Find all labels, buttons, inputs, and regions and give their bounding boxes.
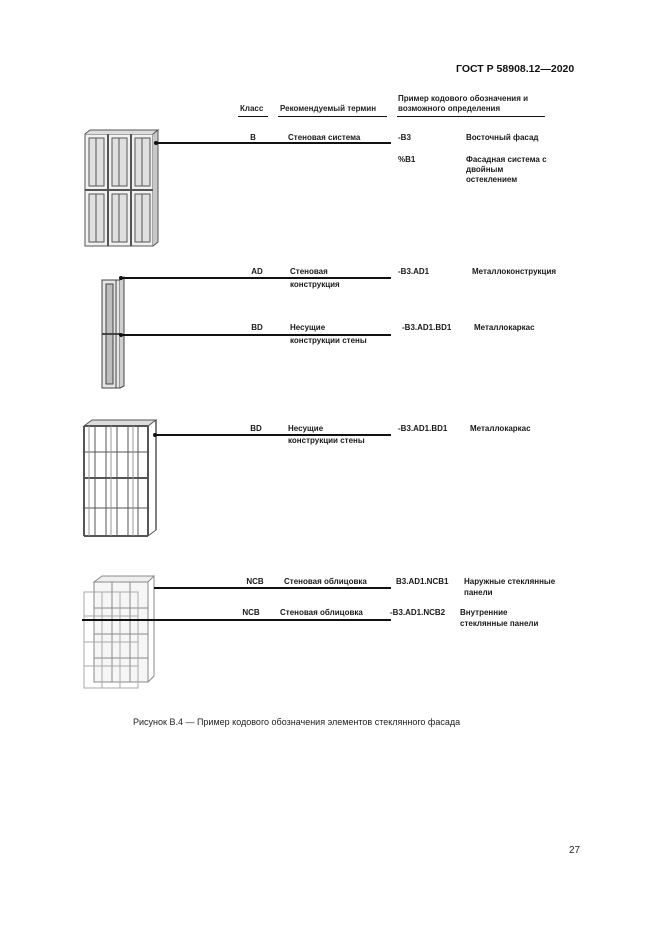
row-definition: Металлокаркас xyxy=(470,424,531,433)
column-head-term: Рекомендуемый термин xyxy=(280,104,377,113)
glass-cladding-illustration xyxy=(78,572,160,692)
page-number: 27 xyxy=(569,845,581,856)
row-definition: Металлокаркас xyxy=(474,323,535,332)
row-definition: Восточный фасад xyxy=(466,133,539,142)
row-code: -B3.AD1.BD1 xyxy=(402,323,452,332)
leader-line-cladding-outer xyxy=(154,587,391,589)
row-definition: Наружные стеклянные xyxy=(464,577,556,586)
row-class: BD xyxy=(250,424,262,433)
row-definition-line2: двойным xyxy=(466,165,504,174)
row-code: -B3.AD1.BD1 xyxy=(398,424,448,433)
row-class: B xyxy=(250,133,256,142)
row-class: BD xyxy=(251,323,263,332)
row-term-line2: конструкция xyxy=(290,280,340,289)
row-class: NCB xyxy=(242,608,260,617)
column-head-class: Класс xyxy=(240,104,264,113)
row-definition: Внутренние xyxy=(460,608,508,617)
row-class: NCB xyxy=(246,577,264,586)
row-code: -B3 xyxy=(398,133,411,142)
row-term: Стеновая облицовка xyxy=(280,608,363,617)
row-term-line2: конструкции стены xyxy=(288,436,365,445)
facade-system-illustration xyxy=(80,128,160,250)
row-term: Стеновая xyxy=(290,267,328,276)
row-class: AD xyxy=(251,267,263,276)
row-term-line2: конструкции стены xyxy=(290,336,367,345)
row-definition-line3: остеклением xyxy=(466,175,518,184)
row-code: B3.AD1.NCB1 xyxy=(396,577,449,586)
row-code: -B3.AD1.NCB2 xyxy=(390,608,446,617)
row-code: -B3.AD1 xyxy=(398,267,430,276)
figure-caption: Рисунок В.4 — Пример кодового обозначения элементов стеклянного фасада xyxy=(133,717,461,727)
load-bearing-frame-illustration xyxy=(80,418,160,542)
row-definition-line2: стеклянные панели xyxy=(460,619,539,628)
column-head-example-1: Пример кодового обозначения и xyxy=(398,94,529,103)
row-definition: Металлоконструкция xyxy=(472,267,557,276)
column-head-example-2: возможного определения xyxy=(398,104,501,113)
row-term: Стеновая облицовка xyxy=(284,577,367,586)
column-head-underline-example xyxy=(397,116,545,117)
row-code: %B1 xyxy=(398,155,416,164)
row-term: Несущие xyxy=(290,323,326,332)
column-head-underline-class xyxy=(238,116,268,117)
row-definition-line2: панели xyxy=(464,588,493,597)
row-definition: Фасадная система с xyxy=(466,155,547,164)
row-term: Несущие xyxy=(288,424,324,433)
column-head-underline-term xyxy=(278,116,387,117)
leader-line-cladding-inner xyxy=(82,619,391,621)
standard-number: ГОСТ Р 58908.12—2020 xyxy=(456,63,575,75)
leader-line-construction xyxy=(121,277,391,279)
row-term: Стеновая система xyxy=(288,133,361,142)
